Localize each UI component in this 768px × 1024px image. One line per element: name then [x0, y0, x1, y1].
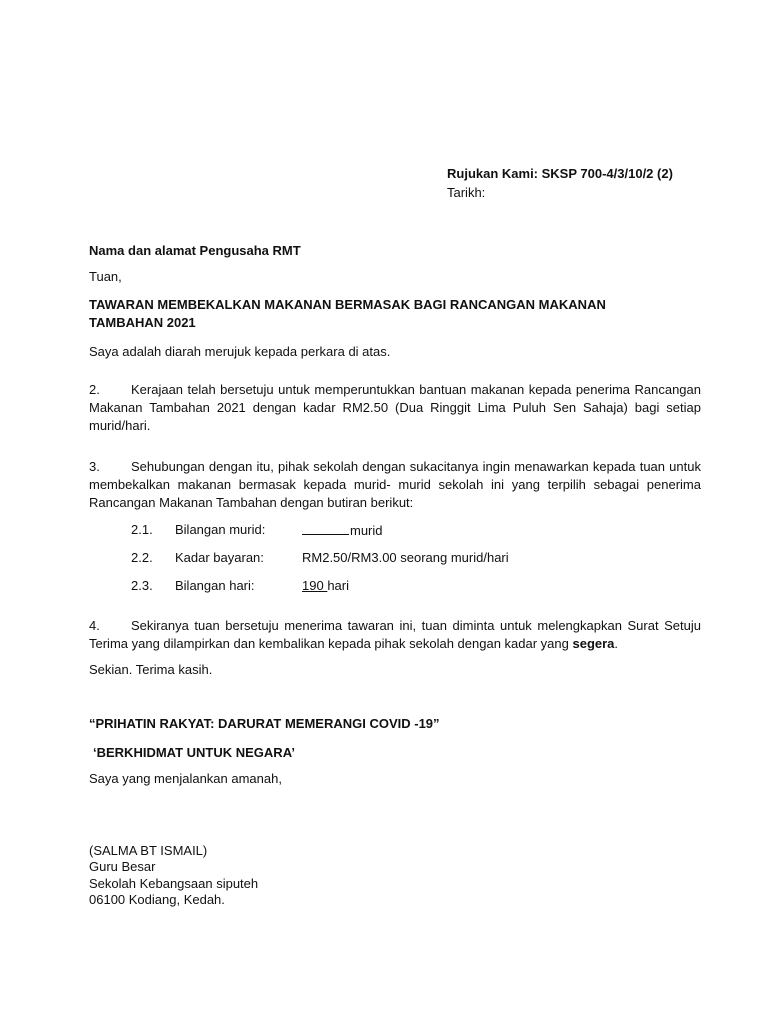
detail-value: RM2.50/RM3.00 seorang murid/hari	[302, 550, 509, 565]
date-label: Tarikh:	[447, 185, 486, 200]
paragraph-4	[89, 617, 701, 653]
school-name: Sekolah Kebangsaan siputeh	[89, 876, 259, 891]
paragraph-4-number: 4.	[89, 618, 100, 633]
paragraph-4-text: Sekiranya tuan bersetuju menerima tawaran ini, tuan diminta untuk melengkapkan Surat Setuju Terima yang dilampirkan dan kembalikan kepada pihak sekolah dengan kadar yang	[89, 618, 701, 651]
detail-label: Kadar bayaran:	[175, 550, 264, 565]
detail-value-text: murid	[350, 523, 383, 538]
detail-label: Bilangan murid:	[175, 522, 266, 537]
motto-covid: “PRIHATIN RAKYAT: DARURAT MEMERANGI COVID -19”	[89, 716, 440, 731]
detail-label: Bilangan hari:	[175, 578, 255, 593]
detail-number: 2.3.	[131, 578, 153, 593]
detail-number: 2.1.	[131, 522, 153, 537]
detail-value	[302, 521, 383, 540]
closing-line: Sekian. Terima kasih.	[89, 662, 213, 677]
paragraph-3	[89, 458, 701, 512]
detail-value-text: hari	[327, 578, 349, 593]
paragraph-2	[89, 381, 701, 435]
paragraph-4-end: .	[614, 636, 619, 651]
subject-line-2: TAMBAHAN 2021	[89, 315, 196, 330]
detail-value-underlined: 190	[302, 578, 328, 593]
signatory-name: (SALMA BT ISMAIL)	[89, 843, 208, 858]
paragraph-2-number: 2.	[89, 382, 100, 397]
paragraph-3-text: Sehubungan dengan itu, pihak sekolah dengan sukacitanya ingin menawarkan kepada tuan untuk membekalkan makanan bermasak kepada murid- murid sekolah ini yang terpilih sebagai penerima Rancangan Makanan Tambahan dengan butiran berikut:	[89, 459, 701, 510]
detail-value	[302, 577, 349, 595]
salutation: Tuan,	[89, 269, 122, 284]
signatory-title: Guru Besar	[89, 859, 156, 874]
detail-number: 2.2.	[131, 550, 153, 565]
opening-sentence: Saya adalah diarah merujuk kepada perkara di atas.	[89, 344, 391, 359]
signoff-line: Saya yang menjalankan amanah,	[89, 771, 282, 786]
subject-line-1: TAWARAN MEMBEKALKAN MAKANAN BERMASAK BAGI RANCANGAN MAKANAN	[89, 297, 606, 312]
blank-line	[302, 521, 349, 535]
paragraph-2-text: Kerajaan telah bersetuju untuk memperuntukkan bantuan makanan kepada penerima Rancangan Makanan Tambahan 2021 dengan kadar RM2.50 (Dua Ringgit Lima Puluh Sen Sahaja) bagi setiap murid/hari.	[89, 382, 701, 433]
school-address: 06100 Kodiang, Kedah.	[89, 892, 225, 907]
recipient-line: Nama dan alamat Pengusaha RMT	[89, 243, 301, 258]
paragraph-4-emphasis: segera	[572, 636, 615, 651]
motto-nation: ‘BERKHIDMAT UNTUK NEGARA’	[93, 745, 295, 760]
reference-number: Rujukan Kami: SKSP 700-4/3/10/2 (2)	[447, 166, 673, 181]
paragraph-3-number: 3.	[89, 459, 100, 474]
